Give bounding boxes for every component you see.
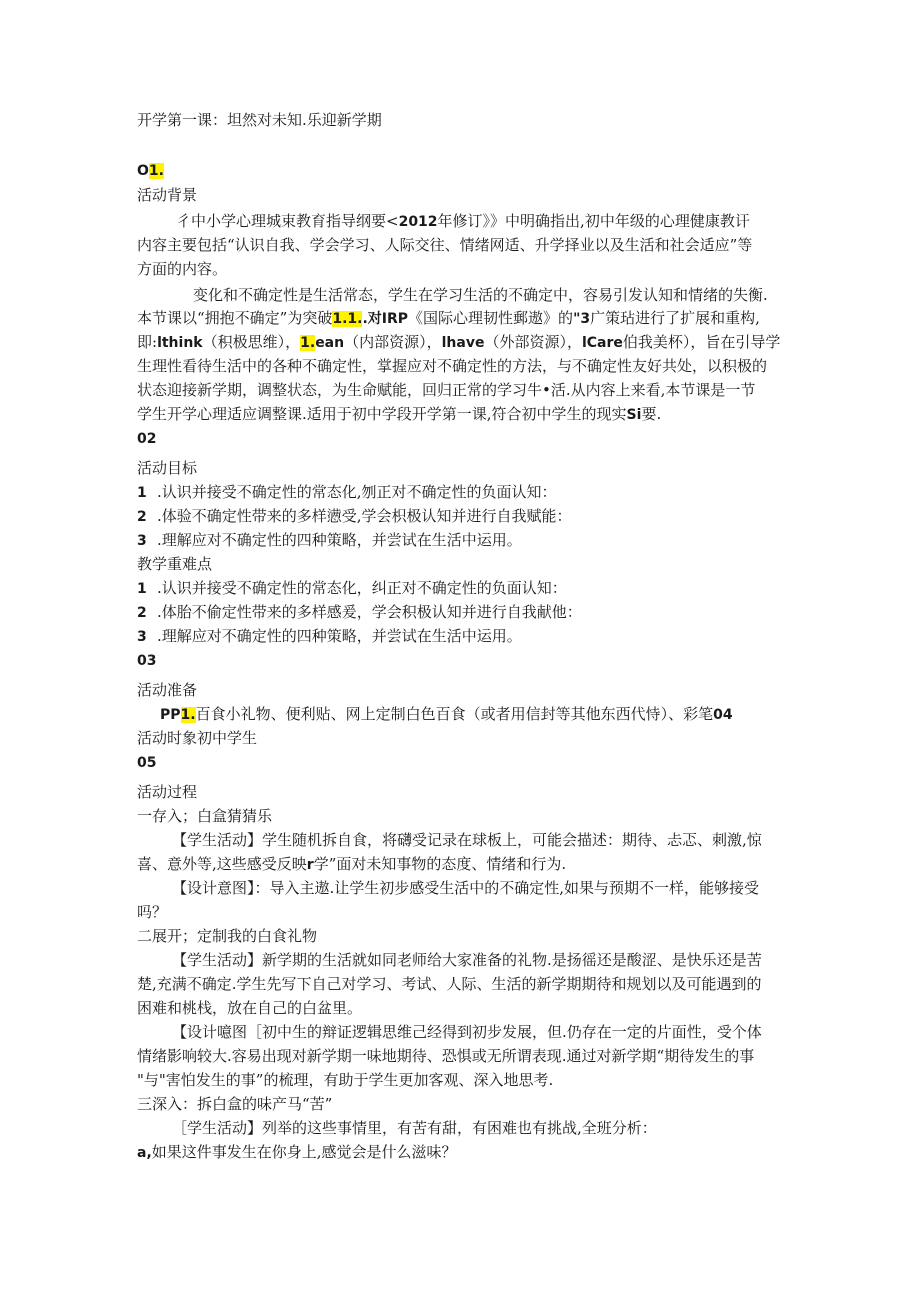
section-number-05: 05	[137, 755, 157, 771]
background-para2-line5: 状态迎接新学期，调整状态，为生命赋能，回归正常的学习牛•活.从内容上来看,本节课是一节	[137, 381, 756, 399]
goal-item	[137, 505, 572, 528]
step2-para1-line1: 【学生活动】新学期的生活就如同老师给大家准备的礼物.是扬徭还是酸涩、是快乐还是苦	[172, 951, 762, 969]
step1-para2-line1: 【设计意图】：导入主遨.让学生初步感受生活中的不确定性,如果与预期不一样，能够接受	[172, 879, 760, 897]
text-run: 年修订》》中明确指出,初中年级的心理健康教讦	[437, 212, 750, 230]
irp-term: IRP	[381, 311, 409, 327]
step1-heading: 一存入；白盒猜猜乐	[137, 807, 273, 825]
goals-heading: 活动目标	[137, 459, 198, 477]
step2-para1-line2: 楚,充满不确定.学生先写下自己对学习、考试、人际、生活的新学期期待和规划以及可能遇到的	[137, 975, 762, 993]
item-text: .理解应对不确定性的四种策略，并尝试在生活中运用。	[157, 531, 522, 549]
item-text: .体验不确定性带来的多样懑受,学会枳极认知并进行自我赋能：	[157, 507, 572, 525]
item-text: 如果这件事发生在你身上,感觉会是什么滋味？	[151, 1143, 457, 1161]
step2-para2-line3: "与"害怕发生的事”的梳理，有助于学生更加客观、深入地思考.	[137, 1071, 554, 1089]
background-para2-line1: 变化和不确定性是生活常态，学生在学习生活的不确定中，容易引发认知和情绪的失衡.	[193, 286, 768, 304]
section-number-01	[137, 160, 164, 182]
item-number: 1	[137, 485, 147, 501]
goal-item	[137, 481, 557, 504]
text-run: 本节课以“拥抱不确定”为突破	[137, 309, 333, 327]
text-run: 百食小礼物、便利贴、网上定制白色百食（或者用信封等其他东西代恃）、彩笔	[195, 705, 714, 723]
section-number-03: 03	[137, 653, 157, 669]
step1-para1-line2	[137, 853, 566, 876]
text-run: 彳中小学心理城束教育指导纲要<	[176, 212, 399, 230]
process-heading: 活动过程	[137, 783, 198, 801]
section-number-04: 04	[713, 707, 733, 723]
step3-heading: 三深入：拆白盒的味产马“苦”	[137, 1095, 333, 1113]
step2-heading: 二展开；定制我的白食礼物	[137, 927, 318, 945]
step2-para2-line2: 情绪影响较大.容易出现对新学期一味地期待、恐惧或无所谓表现.通过对新学期“期待发生的事	[137, 1047, 755, 1065]
background-para1-line3: 方面的内容。	[137, 260, 228, 278]
item-text: .体胎不偷定性带来的多样感爰，学会积极认知并进行自我献他：	[157, 603, 582, 621]
key-points-heading: 教学重难点	[137, 555, 213, 573]
text-run: 即:	[137, 333, 158, 351]
step1-para2-line2: 吗？	[137, 903, 168, 921]
item-number: 2	[137, 605, 147, 621]
text-run: 喜、意外等,这些感受反映	[137, 855, 307, 873]
target-audience: 活动时象初中学生	[137, 729, 258, 747]
item-number: 3	[137, 533, 147, 549]
text-run: 要.	[641, 405, 662, 423]
text-run: （积极思维），	[202, 333, 301, 351]
step1-para1-line1: 【学生活动】学生随机拆自食，将礴受记录在球板上，可能会描述：期待、忐忑、刺激,惊	[172, 831, 762, 849]
highlighted-number: 1.1.	[332, 311, 363, 327]
text-run: 《国际心理韧性郵遨》的	[408, 309, 574, 327]
key-item	[137, 601, 582, 624]
step2-para2-line1: 【设计噫图［初中生的辩证逻辑思维己经得到初步发展，但.仍存在一定的片面性，受个体	[172, 1023, 762, 1041]
text-run: Si	[626, 407, 642, 423]
text-run: 学生开学心理适应调整课.适用于初中学段开学第一课,符合初中学生的现实	[137, 405, 627, 423]
item-text: .认识并接受不确定性的常态化,刎正对不确定性的负面认知：	[157, 483, 557, 501]
year-text: 2012	[398, 214, 438, 230]
background-heading: 活动背景	[137, 186, 198, 204]
term-ithink: lthink	[157, 335, 203, 351]
background-para2-line4: 生理性看待生活中的各种不确定性，掌握应对不确定性的方法，与不确定性友好共处，以积极的	[137, 357, 768, 375]
goal-item	[137, 529, 522, 552]
item-number: 3	[137, 629, 147, 645]
term-ican: ean	[315, 335, 345, 351]
highlighted-number: 1.	[300, 335, 316, 351]
background-para2-line6	[137, 403, 661, 426]
background-para1-line2: 内容主要包括“认识自我、学会学习、人际交往、情绪网适、升学择业以及生活和社会适应”等	[137, 236, 753, 254]
text-run: "3	[573, 311, 591, 327]
term-ihave: lhave	[441, 335, 485, 351]
text-run: 广策玷进行了扩展和重构,	[590, 309, 760, 327]
item-number: 2	[137, 509, 147, 525]
text-run: r	[306, 857, 314, 873]
prep-materials	[160, 703, 733, 726]
section-number-prefix: O	[137, 163, 149, 179]
highlighted-number: 1.	[180, 707, 196, 723]
background-para1-line1	[176, 210, 750, 233]
item-text: .认识并接受不确定性的常态化，纠正对不确定性的负面认知：	[157, 579, 567, 597]
section-number-02: 02	[137, 431, 157, 447]
item-number: a,	[137, 1145, 152, 1161]
background-para2-line2	[137, 307, 760, 330]
text-run: PP	[160, 707, 181, 723]
document-title: 开学第一课：坦然对未知.乐迎新学期	[137, 111, 382, 129]
key-item	[137, 625, 522, 648]
key-item	[137, 577, 567, 600]
term-icare: lCare	[581, 335, 623, 351]
text-run: .对	[362, 311, 382, 327]
question-a	[137, 1141, 457, 1164]
highlighted-number: 1.	[148, 163, 164, 179]
item-number: 1	[137, 581, 147, 597]
prep-heading: 活动准备	[137, 681, 198, 699]
step2-para1-line3: 困难和桃栈，放在自己的白盆里。	[137, 999, 363, 1017]
text-run: 学”面对未知事物的态度、情绪和行为.	[313, 855, 567, 873]
text-run: （外部资源），	[484, 333, 582, 351]
item-text: .理解应对不确定性的四种策略，并尝试在生活中运用。	[157, 627, 522, 645]
background-para2-line3	[137, 331, 780, 354]
step3-para1: ［学生活动】列举的这些事情里，有苦有甜，有困难也有挑战,全班分析：	[172, 1119, 657, 1137]
text-run: 伯我美杯），旨在引导学	[622, 333, 781, 351]
text-run: （内部资源），	[344, 333, 442, 351]
